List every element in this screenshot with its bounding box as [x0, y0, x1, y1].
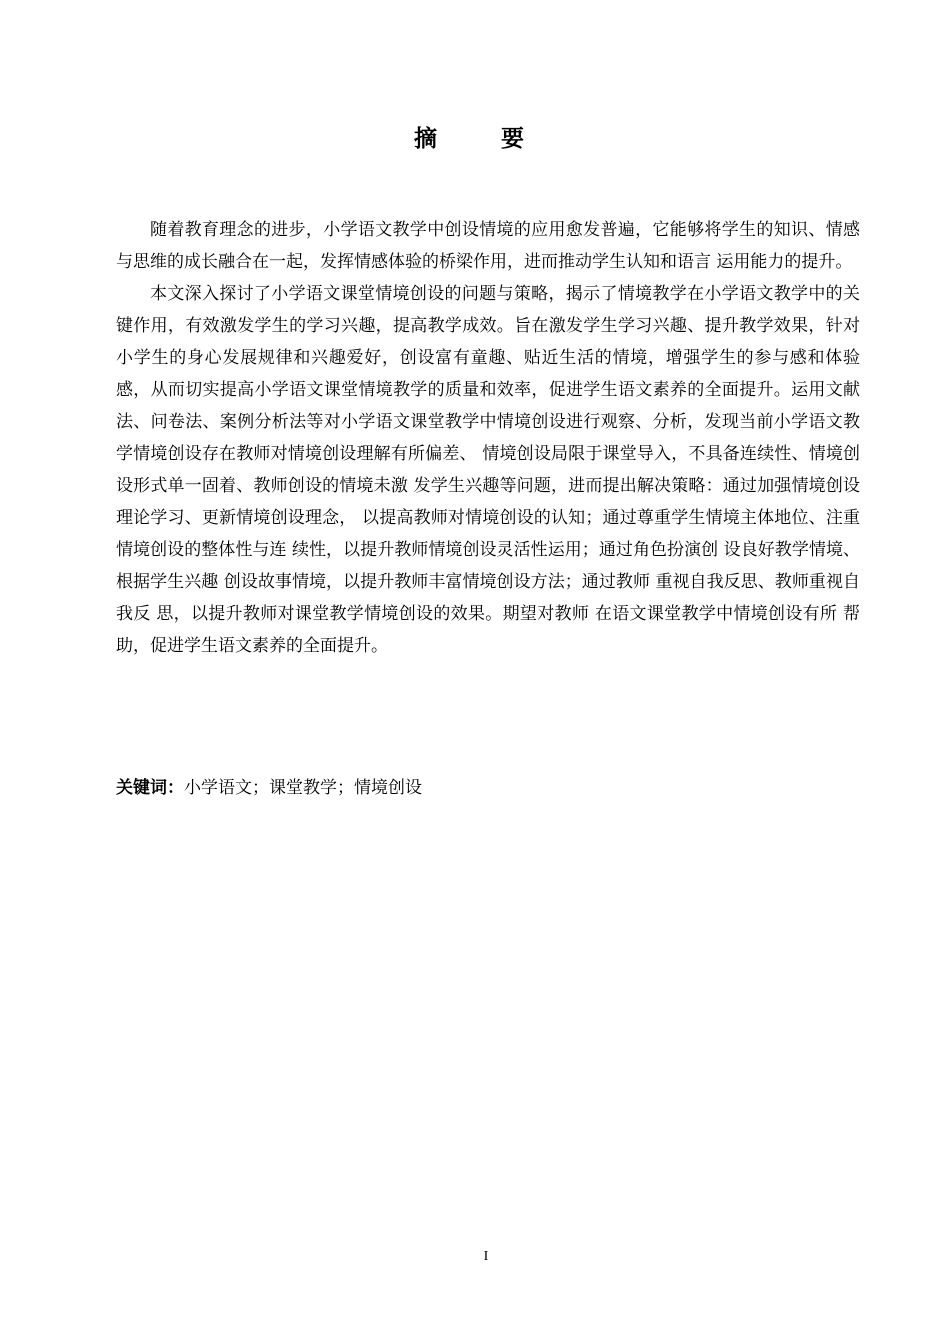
page-number: I	[483, 1249, 489, 1264]
abstract-title: 摘 要	[413, 126, 552, 152]
abstract-body	[116, 214, 860, 662]
abstract-paragraph-2: 本文深入探讨了小学语文课堂情境创设的问题与策略，揭示了情境教学在小学语文教学中的关键作用，有效激发学生的学习兴趣，提高教学成效。旨在激发学生学习兴趣、提升教学效果，针对小学生的身心发展规律和兴趣爱好，创设富有童趣、贴近生活的情境，增强学生的参与感和体验感，从而切实提高小学语文课堂情境教学的质量和效率，促进学生语文素养的全面提升。运用文献法、问卷法、案例分析法等对小学语文课堂教学中情境创设进行观察、分析，发现当前小学语文教学情境创设存在教师对情境创设理解有所偏差、 情境创设局限于课堂导入，不具备连续性、情境创设形式单一固着、教师创设的情境未激 发学生兴趣等问题，进而提出解决策略：通过加强情境创设理论学习、更新情境创设理念， 以提高教师对情境创设的认知；通过尊重学生情境主体地位、注重情境创设的整体性与连 续性，以提升教师情境创设灵活性运用；通过角色扮演创 设良好教学情境、根据学生兴趣 创设故事情境，以提升教师丰富情境创设方法；通过教师 重视自我反思、教师重视自我反 思，以提升教师对课堂教学情境创设的效果。期望对教师 在语文课堂教学中情境创设有所 帮助，促进学生语文素养的全面提升。	[116, 284, 860, 656]
keywords-line	[116, 774, 860, 802]
abstract-paragraph-1: 随着教育理念的进步，小学语文教学中创设情境的应用愈发普遍，它能够将学生的知识、情感与思维的成长融合在一起，发挥情感体验的桥梁作用，进而推动学生认知和语言 运用能力的提升。	[116, 220, 860, 272]
keywords-value: 小学语文；课堂教学；情境创设	[184, 778, 422, 798]
keywords-label: 关键词：	[116, 778, 184, 798]
